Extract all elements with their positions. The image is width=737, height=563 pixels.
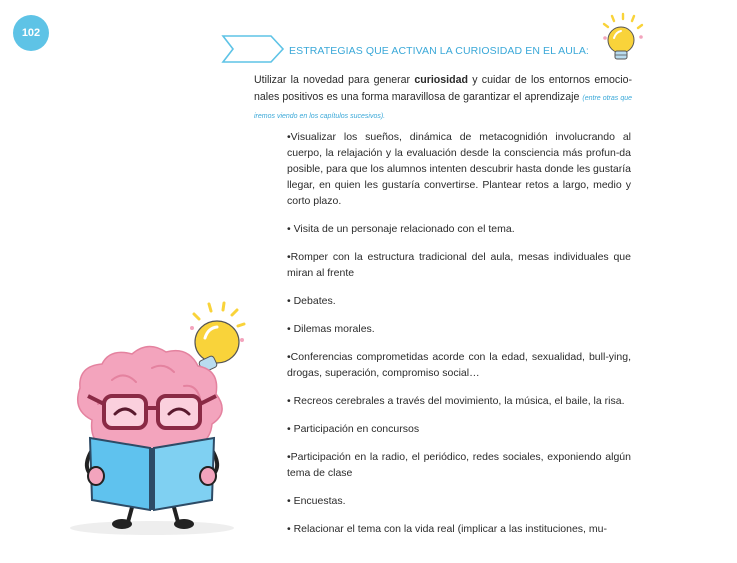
list-item: • Participación en concursos	[287, 423, 420, 435]
list-item: • Dilemas morales.	[287, 323, 375, 335]
brain-reading-illustration	[52, 300, 252, 545]
intro-note: (entre otras que iremos viendo en los capítulos sucesivos).	[254, 95, 633, 120]
list-item: •Participación en la radio, el periódico, redes sociales, exponiendo algún tema de clase	[287, 451, 631, 479]
list-item: •Conferencias comprometidas acorde con la edad, sexualidad, bull-ying, drogas, superación, compromiso social…	[287, 351, 631, 379]
list-item: •Romper con la estructura tradicional del aula, mesas individuales que miran al frente	[287, 251, 631, 279]
arrow-tag-icon	[221, 34, 285, 64]
intro-text-2: y cuidar de los entornos emocio-nales positivos es una forma maravillosa de garantizar el aprendizaje	[254, 74, 632, 103]
intro-bold-word: curiosidad	[414, 74, 468, 86]
lightbulb-icon	[596, 12, 648, 64]
lightbulb-icon	[190, 303, 244, 373]
list-item: • Encuestas.	[287, 495, 346, 507]
page-number-badge: 102	[13, 15, 49, 51]
list-item: • Relacionar el tema con la vida real (implicar a las instituciones, mu-	[287, 523, 607, 535]
list-item: •Visualizar los sueños, dinámica de metacognidión involucrando al cuerpo, la relajación y la evaluación desde la consciencia más profun-da posible, para que los alumnos intenten descubrir hasta donde les gustaría llegar, en quien les gustaría convertirse. Plantear retos a largo, medio y corto plazo.	[287, 131, 631, 207]
strategies-list	[287, 129, 631, 549]
intro-text-1: Utilizar la novedad para generar	[254, 74, 415, 86]
list-item: • Visita de un personaje relacionado con el tema.	[287, 223, 515, 235]
list-item: • Debates.	[287, 295, 336, 307]
intro-paragraph	[254, 72, 632, 125]
section-heading: ESTRATEGIAS QUE ACTIVAN LA CURIOSIDAD EN EL AULA:	[289, 45, 589, 57]
list-item: • Recreos cerebrales a través del movimiento, la música, el baile, la risa.	[287, 395, 625, 407]
